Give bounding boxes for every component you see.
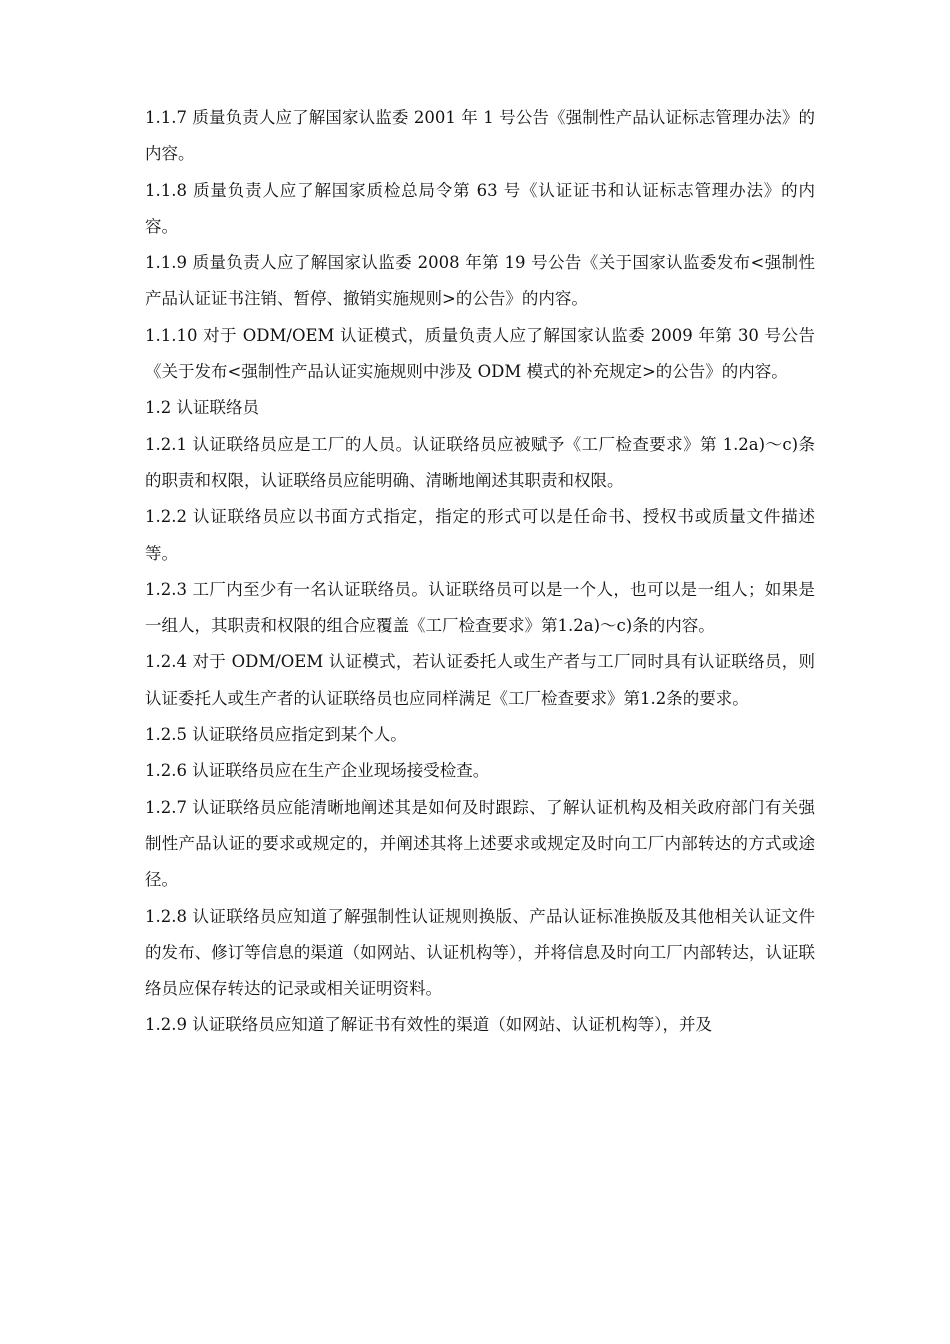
paragraph-1-2-4: 1.2.4 对于 ODM/OEM 认证模式，若认证委托人或生产者与工厂同时具有认证联络员，则认证委托人或生产者的认证联络员也应同样满足《工厂检查要求》第1.2条的要求。 xyxy=(145,652,815,708)
document-body xyxy=(145,100,815,1044)
paragraph-1-1-8: 1.1.8 质量负责人应了解国家质检总局令第 63 号《认证证书和认证标志管理办法》的内容。 xyxy=(145,180,815,236)
paragraph-1-2-6: 1.2.6 认证联络员应在生产企业现场接受检查。 xyxy=(145,761,490,781)
paragraph-1-2-2: 1.2.2 认证联络员应以书面方式指定，指定的形式可以是任命书、授权书或质量文件描述等。 xyxy=(145,507,815,563)
paragraph-1-1-7: 1.1.7 质量负责人应了解国家认监委 2001 年 1 号公告《强制性产品认证标志管理办法》的内容。 xyxy=(145,108,815,164)
paragraph-1-1-9: 1.1.9 质量负责人应了解国家认监委 2008 年第 19 号公告《关于国家认监委发布<强制性产品认证证书注销、暂停、撤销实施规则>的公告》的内容。 xyxy=(145,253,815,309)
paragraph-1-2-1: 1.2.1 认证联络员应是工厂的人员。认证联络员应被赋予《工厂检查要求》第 1.2a)～c)条的职责和权限，认证联络员应能明确、清晰地阐述其职责和权限。 xyxy=(145,434,815,490)
paragraph-1-1-10: 1.1.10 对于 ODM/OEM 认证模式，质量负责人应了解国家认监委 2009 年第 30 号公告《关于发布<强制性产品认证实施规则中涉及 ODM 模式的补充规定>的公告》的内容。 xyxy=(145,325,815,382)
paragraph-1-2-9: 1.2.9 认证联络员应知道了解证书有效性的渠道（如网站、认证机构等），并及 xyxy=(145,1015,712,1035)
paragraph-1-2-5: 1.2.5 认证联络员应指定到某个人。 xyxy=(145,725,407,745)
section-heading-1-2: 1.2 认证联络员 xyxy=(145,398,259,418)
paragraph-1-2-7: 1.2.7 认证联络员应能清晰地阐述其是如何及时跟踪、了解认证机构及相关政府部门有关强制性产品认证的要求或规定的，并阐述其将上述要求或规定及时向工厂内部转达的方式或途径。 xyxy=(145,797,815,890)
paragraph-1-2-3: 1.2.3 工厂内至少有一名认证联络员。认证联络员可以是一个人，也可以是一组人；如果是一组人，其职责和权限的组合应覆盖《工厂检查要求》第1.2a)～c)条的内容。 xyxy=(145,579,815,636)
paragraph-1-2-8: 1.2.8 认证联络员应知道了解强制性认证规则换版、产品认证标准换版及其他相关认证文件的发布、修订等信息的渠道（如网站、认证机构等），并将信息及时向工厂内部转达，认证联络员应保存转达的记录或相关证明资料。 xyxy=(145,906,815,999)
